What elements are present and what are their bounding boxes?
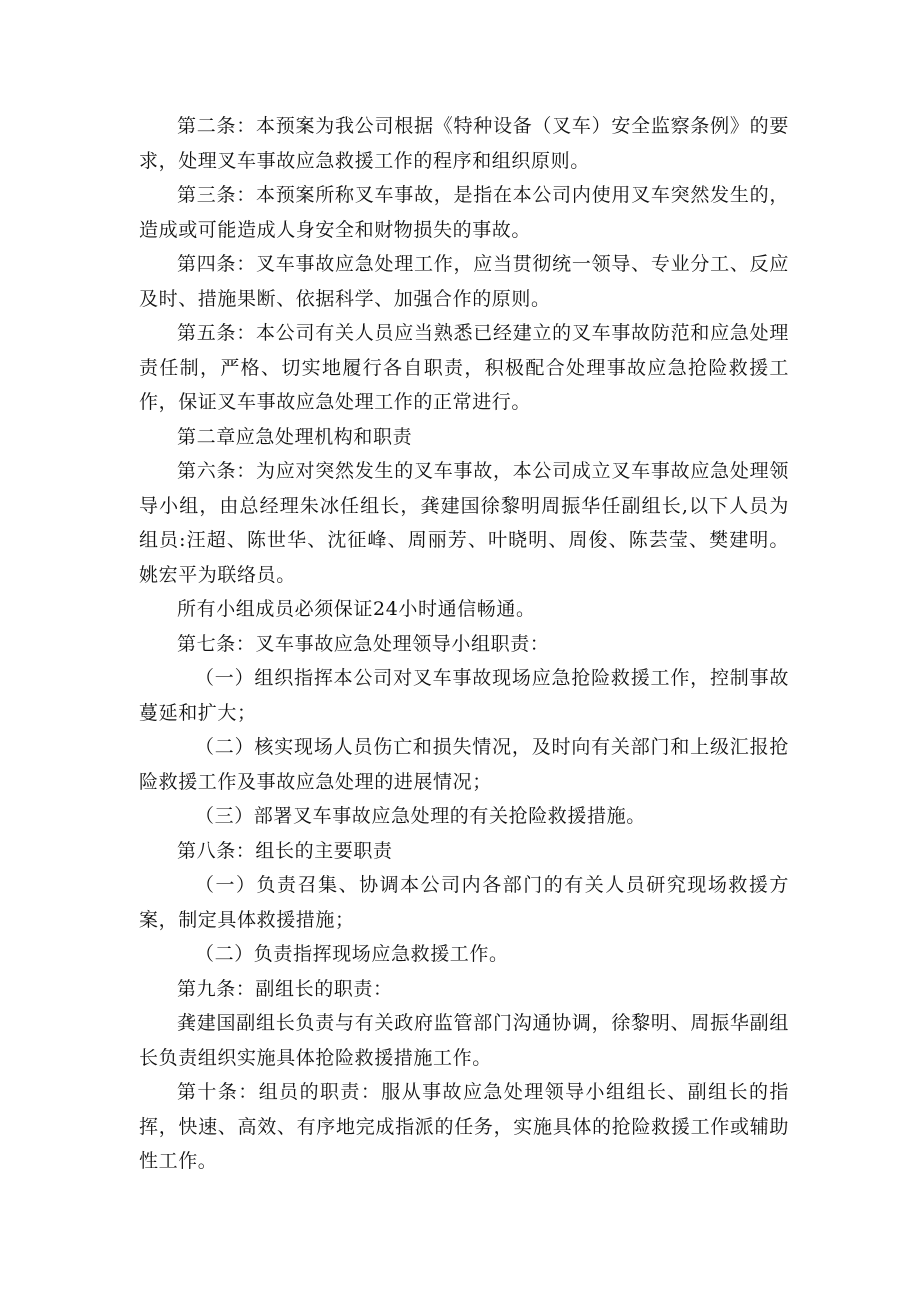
article-7-paragraph: 第七条：叉车事故应急处理领导小组职责：: [177, 632, 550, 655]
article-5-paragraph: 第五条：本公司有关人员应当熟悉已经建立的叉车事故防范和应急处理责任制，严格、切实地履行各自职责，积极配合处理事故应急抢险救援工作，保证叉车事故应急处理工作的正常进行。: [139, 322, 789, 413]
article-7-item-2: （二）核实现场人员伤亡和损失情况，及时向有关部门和上级汇报抢险救援工作及事故应急处理的进展情况；: [139, 736, 789, 793]
chapter-2-heading: 第二章应急处理机构和职责: [177, 425, 413, 448]
article-6-paragraph: 第六条：为应对突然发生的叉车事故，本公司成立叉车事故应急处理领导小组，由总经理朱冰任组长，龚建国徐黎明周振华任副组长,以下人员为组员:汪超、陈世华、沈征峰、周丽芳、叶晓明、周俊、陈芸莹、樊建明。姚宏平为联络员。: [139, 460, 789, 586]
article-2-paragraph: 第二条：本预案为我公司根据《特种设备（叉车）安全监察条例》的要求，处理叉车事故应急救援工作的程序和组织原则。: [139, 115, 789, 172]
document-body: [139, 109, 789, 1179]
article-3-paragraph: 第三条：本预案所称叉车事故，是指在本公司内使用叉车突然发生的，造成或可能造成人身安全和财物损失的事故。: [139, 184, 789, 241]
article-8-item-1: （一）负责召集、协调本公司内各部门的有关人员研究现场救援方案，制定具体救援措施；: [139, 874, 789, 931]
article-8-paragraph: 第八条：组长的主要职责: [177, 839, 393, 862]
article-7-item-1: （一）组织指挥本公司对叉车事故现场应急抢险救援工作，控制事故蔓延和扩大；: [139, 667, 789, 724]
article-10-paragraph: 第十条：组员的职责：服从事故应急处理领导小组组长、副组长的指挥，快速、高效、有序地完成指派的任务，实施具体的抢险救援工作或辅助性工作。: [139, 1081, 789, 1172]
article-9-detail: 龚建国副组长负责与有关政府监管部门沟通协调，徐黎明、周振华副组长负责组织实施具体抢险救援措施工作。: [139, 1012, 789, 1069]
article-9-paragraph: 第九条：副组长的职责：: [177, 977, 393, 1000]
article-4-paragraph: 第四条：叉车事故应急处理工作，应当贯彻统一领导、专业分工、反应及时、措施果断、依据科学、加强合作的原则。: [139, 253, 789, 310]
article-8-item-2: （二）负责指挥现场应急救援工作。: [195, 943, 509, 965]
article-7-item-3: （三）部署叉车事故应急处理的有关抢险救援措施。: [195, 805, 646, 827]
communication-note: 所有小组成员必须保证24小时通信畅通。: [177, 598, 536, 620]
